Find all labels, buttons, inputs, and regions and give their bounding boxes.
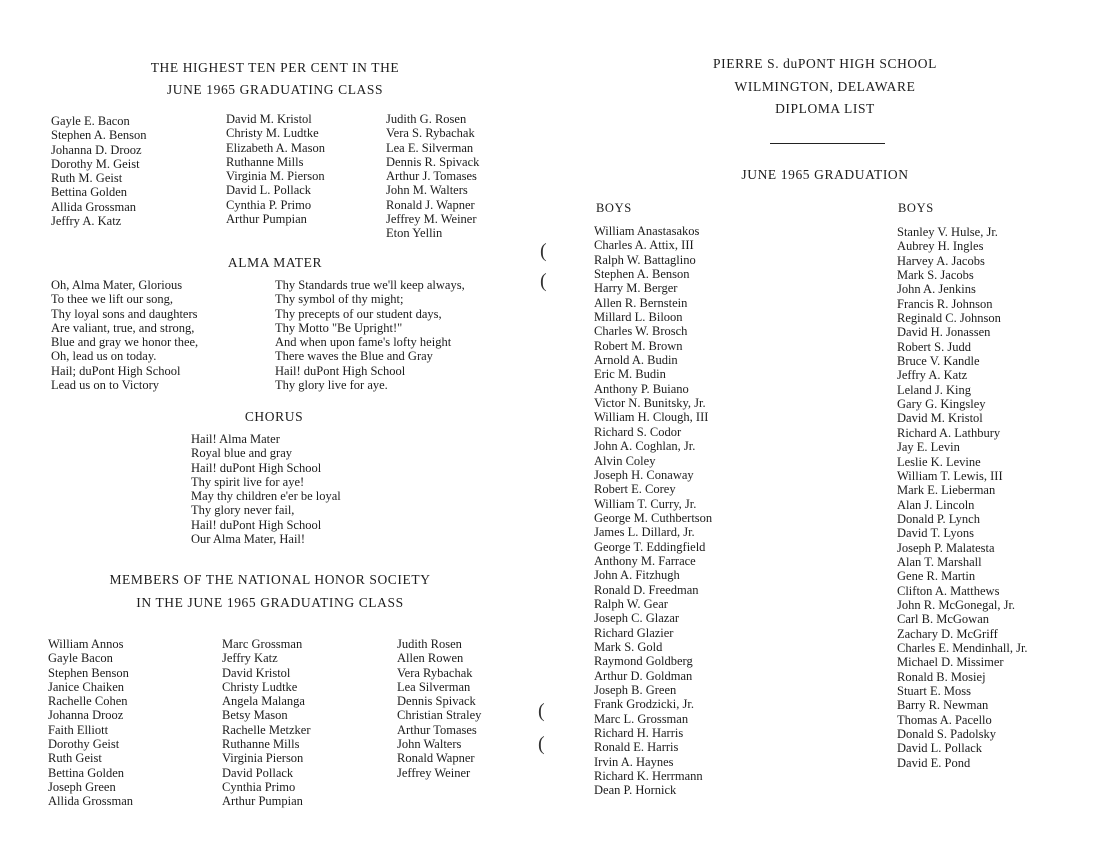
boys-column-2 xyxy=(897,225,1028,770)
member-name: Johanna Drooz xyxy=(48,708,124,723)
chorus-line: Our Alma Mater, Hail! xyxy=(191,532,306,547)
graduate-name: Allen R. Bernstein xyxy=(594,295,688,310)
graduate-name: John A. Fitzhugh xyxy=(594,568,680,583)
graduate-name: Gene R. Martin xyxy=(897,569,976,584)
graduate-name: George T. Eddingfield xyxy=(594,539,706,554)
graduate-name: Anthony M. Farrace xyxy=(594,553,696,568)
member-name: Gayle Bacon xyxy=(48,651,113,666)
member-name: Lea Silverman xyxy=(397,679,471,694)
graduate-name: Michael D. Missimer xyxy=(897,655,1004,670)
graduate-name: Frank Grodzicki, Jr. xyxy=(594,697,694,712)
graduate-name: Joseph H. Conaway xyxy=(594,467,694,482)
graduate-name: Irvin A. Haynes xyxy=(594,754,674,769)
member-name: Joseph Green xyxy=(48,779,116,794)
graduate-name: Mark S. Gold xyxy=(594,639,663,654)
student-name: Arthur Pumpian xyxy=(226,212,307,227)
student-name: Allida Grossman xyxy=(51,199,137,214)
student-name: Ronald J. Wapner xyxy=(386,197,475,212)
member-name: Judith Rosen xyxy=(397,637,462,651)
graduate-name: Richard A. Lathbury xyxy=(897,425,1001,440)
honor-society-title: MEMBERS OF THE NATIONAL HONOR SOCIETY xyxy=(109,572,431,587)
member-name: David Pollack xyxy=(222,765,294,780)
graduate-name: Mark E. Lieberman xyxy=(897,483,996,498)
student-name: Arthur J. Tomases xyxy=(386,169,477,184)
graduate-name: David T. Lyons xyxy=(897,526,974,541)
chorus-line: Hail! duPont High School xyxy=(191,517,322,532)
graduate-name: Charles W. Brosch xyxy=(594,324,688,339)
graduate-name: Joseph B. Green xyxy=(594,683,677,697)
student-name: Vera S. Rybachak xyxy=(386,126,475,141)
chorus-title: CHORUS xyxy=(244,409,304,424)
poem-line: Oh, lead us on today. xyxy=(51,349,157,364)
graduate-name: Donald P. Lynch xyxy=(897,511,980,526)
graduate-name: Zachary D. McGriff xyxy=(897,626,998,641)
member-name: Christian Straley xyxy=(397,708,482,723)
student-name: David M. Kristol xyxy=(226,112,312,126)
graduate-name: Aubrey H. Ingles xyxy=(897,239,984,254)
graduate-name: Clifton A. Matthews xyxy=(897,583,1000,598)
top-ten-column-1 xyxy=(51,114,146,228)
student-name: Elizabeth A. Mason xyxy=(226,140,325,155)
member-name: Ruth Geist xyxy=(48,751,102,766)
student-name: Bettina Golden xyxy=(51,185,128,200)
graduate-name: George M. Cuthbertson xyxy=(594,510,713,525)
member-name: Christy Ludtke xyxy=(222,679,298,694)
student-name: Christy M. Ludtke xyxy=(226,126,319,141)
graduate-name: David E. Pond xyxy=(897,755,971,770)
graduate-name: Jeffry A. Katz xyxy=(897,368,968,383)
graduate-name: Ralph W. Battaglino xyxy=(594,252,696,267)
graduate-name: Mark S. Jacobs xyxy=(897,268,974,283)
poem-line: Hail; duPont High School xyxy=(51,363,181,378)
graduate-name: Donald S. Padolsky xyxy=(897,727,996,742)
student-name: Dennis R. Spivack xyxy=(386,154,480,169)
poem-line: Are valiant, true, and strong, xyxy=(51,320,195,335)
graduation-title: JUNE 1965 GRADUATION xyxy=(741,167,909,182)
member-name: Betsy Mason xyxy=(222,708,288,723)
graduate-name: Richard Glazier xyxy=(594,625,674,640)
member-name: Rachelle Metzker xyxy=(222,722,311,737)
graduate-name: Bruce V. Kandle xyxy=(897,354,980,369)
graduate-name: William Anastasakos xyxy=(594,224,700,238)
graduate-name: Reginald C. Johnson xyxy=(897,311,1001,326)
member-name: Arthur Pumpian xyxy=(222,794,303,809)
graduate-name: Harry M. Berger xyxy=(594,281,678,296)
graduate-name: Francis R. Johnson xyxy=(897,296,993,311)
poem-line: Thy symbol of thy might; xyxy=(275,292,404,307)
student-name: Stephen A. Benson xyxy=(51,128,147,143)
graduate-name: Stuart E. Moss xyxy=(897,684,971,698)
graduate-name: David L. Pollack xyxy=(897,741,983,756)
poem-line: Thy Motto "Be Upright!" xyxy=(275,320,403,335)
graduate-name: Arnold A. Budin xyxy=(594,353,678,368)
student-name: Gayle E. Bacon xyxy=(51,114,130,128)
graduate-name: Arthur D. Goldman xyxy=(594,668,693,683)
graduate-name: Stanley V. Hulse, Jr. xyxy=(897,225,998,239)
member-name: Allen Rowen xyxy=(397,651,464,666)
graduate-name: Raymond Goldberg xyxy=(594,654,693,669)
graduate-name: Alan J. Lincoln xyxy=(897,497,975,512)
member-name: Ronald Wapner xyxy=(397,751,475,766)
student-name: Cynthia P. Primo xyxy=(226,197,312,212)
poem-line: Thy glory live for aye. xyxy=(275,378,388,393)
graduate-name: William H. Clough, III xyxy=(594,410,709,425)
student-name: Dorothy M. Geist xyxy=(51,156,140,171)
binder-mark: ( xyxy=(538,700,545,722)
member-name: Angela Malanga xyxy=(222,694,305,709)
binder-mark: ( xyxy=(540,240,547,262)
poem-line: Hail! duPont High School xyxy=(275,363,406,378)
student-name: Virginia M. Pierson xyxy=(226,169,325,184)
chorus-line: May thy children e'er be loyal xyxy=(191,489,341,504)
member-name: Janice Chaiken xyxy=(48,679,125,694)
graduate-name: Leslie K. Levine xyxy=(897,454,981,469)
member-name: Vera Rybachak xyxy=(397,665,473,680)
graduate-name: Ronald D. Freedman xyxy=(594,582,699,597)
graduate-name: Dean P. Hornick xyxy=(594,783,677,798)
graduate-name: Victor N. Bunitsky, Jr. xyxy=(594,396,706,411)
graduate-name: Joseph C. Glazar xyxy=(594,611,680,626)
graduate-name: Alvin Coley xyxy=(594,453,656,468)
student-name: Ruthanne Mills xyxy=(226,154,304,169)
alma-mater-title: ALMA MATER xyxy=(227,255,323,270)
graduate-name: Eric M. Budin xyxy=(594,367,666,382)
member-name: Arthur Tomases xyxy=(397,722,477,737)
member-name: Faith Elliott xyxy=(48,722,109,737)
poem-line: Thy Standards true we'll keep always, xyxy=(275,278,465,292)
honor-society-column-2 xyxy=(222,637,311,809)
chorus-lines xyxy=(191,432,341,546)
student-name: Jeffry A. Katz xyxy=(51,214,122,229)
graduate-name: John R. McGonegal, Jr. xyxy=(897,597,1016,612)
student-name: Ruth M. Geist xyxy=(51,171,123,186)
divider xyxy=(770,143,885,144)
graduate-name: Robert E. Corey xyxy=(594,482,676,497)
member-name: Ruthanne Mills xyxy=(222,737,300,752)
member-name: William Annos xyxy=(48,637,124,651)
student-name: Lea E. Silverman xyxy=(386,140,474,155)
member-name: Rachelle Cohen xyxy=(48,694,128,709)
student-name: Jeffrey M. Weiner xyxy=(386,212,477,227)
graduate-name: Richard S. Codor xyxy=(594,424,682,439)
graduate-name: Marc L. Grossman xyxy=(594,711,689,726)
member-name: Dennis Spivack xyxy=(397,694,476,709)
chorus-line: Hail! duPont High School xyxy=(191,460,322,475)
chorus-line: Thy spirit live for aye! xyxy=(191,474,305,489)
graduate-name: William T. Lewis, III xyxy=(897,468,1003,483)
top-ten-column-3 xyxy=(386,112,479,241)
graduate-name: Alan T. Marshall xyxy=(897,554,982,569)
student-name: Eton Yellin xyxy=(386,226,443,241)
graduate-name: William T. Curry, Jr. xyxy=(594,496,697,511)
graduate-name: Charles A. Attix, III xyxy=(594,238,694,253)
graduate-name: Jay E. Levin xyxy=(897,440,960,455)
alma-mater-verse-1 xyxy=(51,278,198,392)
honor-society-column-1 xyxy=(48,637,133,809)
graduate-name: Millard L. Biloon xyxy=(594,310,683,325)
honor-society-column-3 xyxy=(397,637,481,780)
graduate-name: Barry R. Newman xyxy=(897,698,989,713)
poem-line: To thee we lift our song, xyxy=(51,292,174,307)
binder-mark: ( xyxy=(540,270,547,292)
binder-mark: ( xyxy=(538,733,545,755)
graduate-name: Harvey A. Jacobs xyxy=(897,253,985,268)
poem-line: There waves the Blue and Gray xyxy=(275,349,433,364)
graduate-name: Joseph P. Malatesta xyxy=(897,540,995,555)
alma-mater-verse-2 xyxy=(275,278,465,392)
graduate-name: Gary G. Kingsley xyxy=(897,397,986,412)
graduate-name: John A. Jenkins xyxy=(897,282,976,297)
member-name: Bettina Golden xyxy=(48,765,125,780)
graduate-name: David M. Kristol xyxy=(897,411,983,426)
graduate-name: Richard H. Harris xyxy=(594,726,684,741)
member-name: Virginia Pierson xyxy=(222,751,304,766)
graduate-name: Ronald B. Mosiej xyxy=(897,669,986,684)
top-ten-subtitle: JUNE 1965 GRADUATING CLASS xyxy=(166,82,384,97)
member-name: Allida Grossman xyxy=(48,794,134,809)
top-ten-column-2 xyxy=(226,112,325,226)
boys-column-1 xyxy=(594,224,712,798)
member-name: Dorothy Geist xyxy=(48,737,120,752)
graduate-name: Carl B. McGowan xyxy=(897,612,989,627)
honor-society-subtitle: IN THE JUNE 1965 GRADUATING CLASS xyxy=(136,595,404,610)
graduate-name: Stephen A. Benson xyxy=(594,267,690,282)
student-name: Judith G. Rosen xyxy=(386,112,467,126)
member-name: Jeffrey Weiner xyxy=(397,765,471,780)
top-ten-title: THE HIGHEST TEN PER CENT IN THE xyxy=(150,60,400,75)
graduate-name: Ronald E. Harris xyxy=(594,740,679,755)
member-name: Marc Grossman xyxy=(222,637,303,651)
student-name: Johanna D. Drooz xyxy=(51,142,142,157)
student-name: David L. Pollack xyxy=(226,183,312,198)
graduate-name: Ralph W. Gear xyxy=(594,596,668,611)
graduate-name: Richard K. Herrmann xyxy=(594,769,703,784)
member-name: Stephen Benson xyxy=(48,665,129,680)
member-name: Jeffry Katz xyxy=(222,651,278,666)
member-name: David Kristol xyxy=(222,665,291,680)
poem-line: Blue and gray we honor thee, xyxy=(51,335,199,350)
student-name: John M. Walters xyxy=(386,183,468,198)
boys-heading-right: BOYS xyxy=(898,201,934,215)
chorus-line: Royal blue and gray xyxy=(191,446,293,461)
chorus-line: Thy glory never fail, xyxy=(191,503,295,518)
graduate-name: Leland J. King xyxy=(897,382,971,397)
diploma-list-title: DIPLOMA LIST xyxy=(775,101,875,116)
graduate-name: Anthony P. Buiano xyxy=(594,381,689,396)
member-name: Cynthia Primo xyxy=(222,779,296,794)
graduate-name: James L. Dillard, Jr. xyxy=(594,525,695,540)
poem-line: Lead us on to Victory xyxy=(51,378,160,393)
graduate-name: Robert S. Judd xyxy=(897,339,971,354)
poem-line: Thy loyal sons and daughters xyxy=(51,306,198,321)
graduate-name: Robert M. Brown xyxy=(594,338,683,353)
chorus-line: Hail! Alma Mater xyxy=(191,432,280,446)
graduate-name: John A. Coghlan, Jr. xyxy=(594,439,696,454)
poem-line: And when upon fame's lofty height xyxy=(275,335,452,350)
poem-line: Thy precepts of our student days, xyxy=(275,306,442,321)
poem-line: Oh, Alma Mater, Glorious xyxy=(51,278,183,292)
boys-heading-left: BOYS xyxy=(596,201,632,215)
school-name: PIERRE S. duPONT HIGH SCHOOL xyxy=(713,56,937,71)
graduate-name: David H. Jonassen xyxy=(897,325,991,340)
school-location: WILMINGTON, DELAWARE xyxy=(734,79,916,94)
member-name: John Walters xyxy=(397,737,462,752)
graduate-name: Thomas A. Pacello xyxy=(897,712,992,727)
graduate-name: Charles E. Mendinhall, Jr. xyxy=(897,640,1028,655)
